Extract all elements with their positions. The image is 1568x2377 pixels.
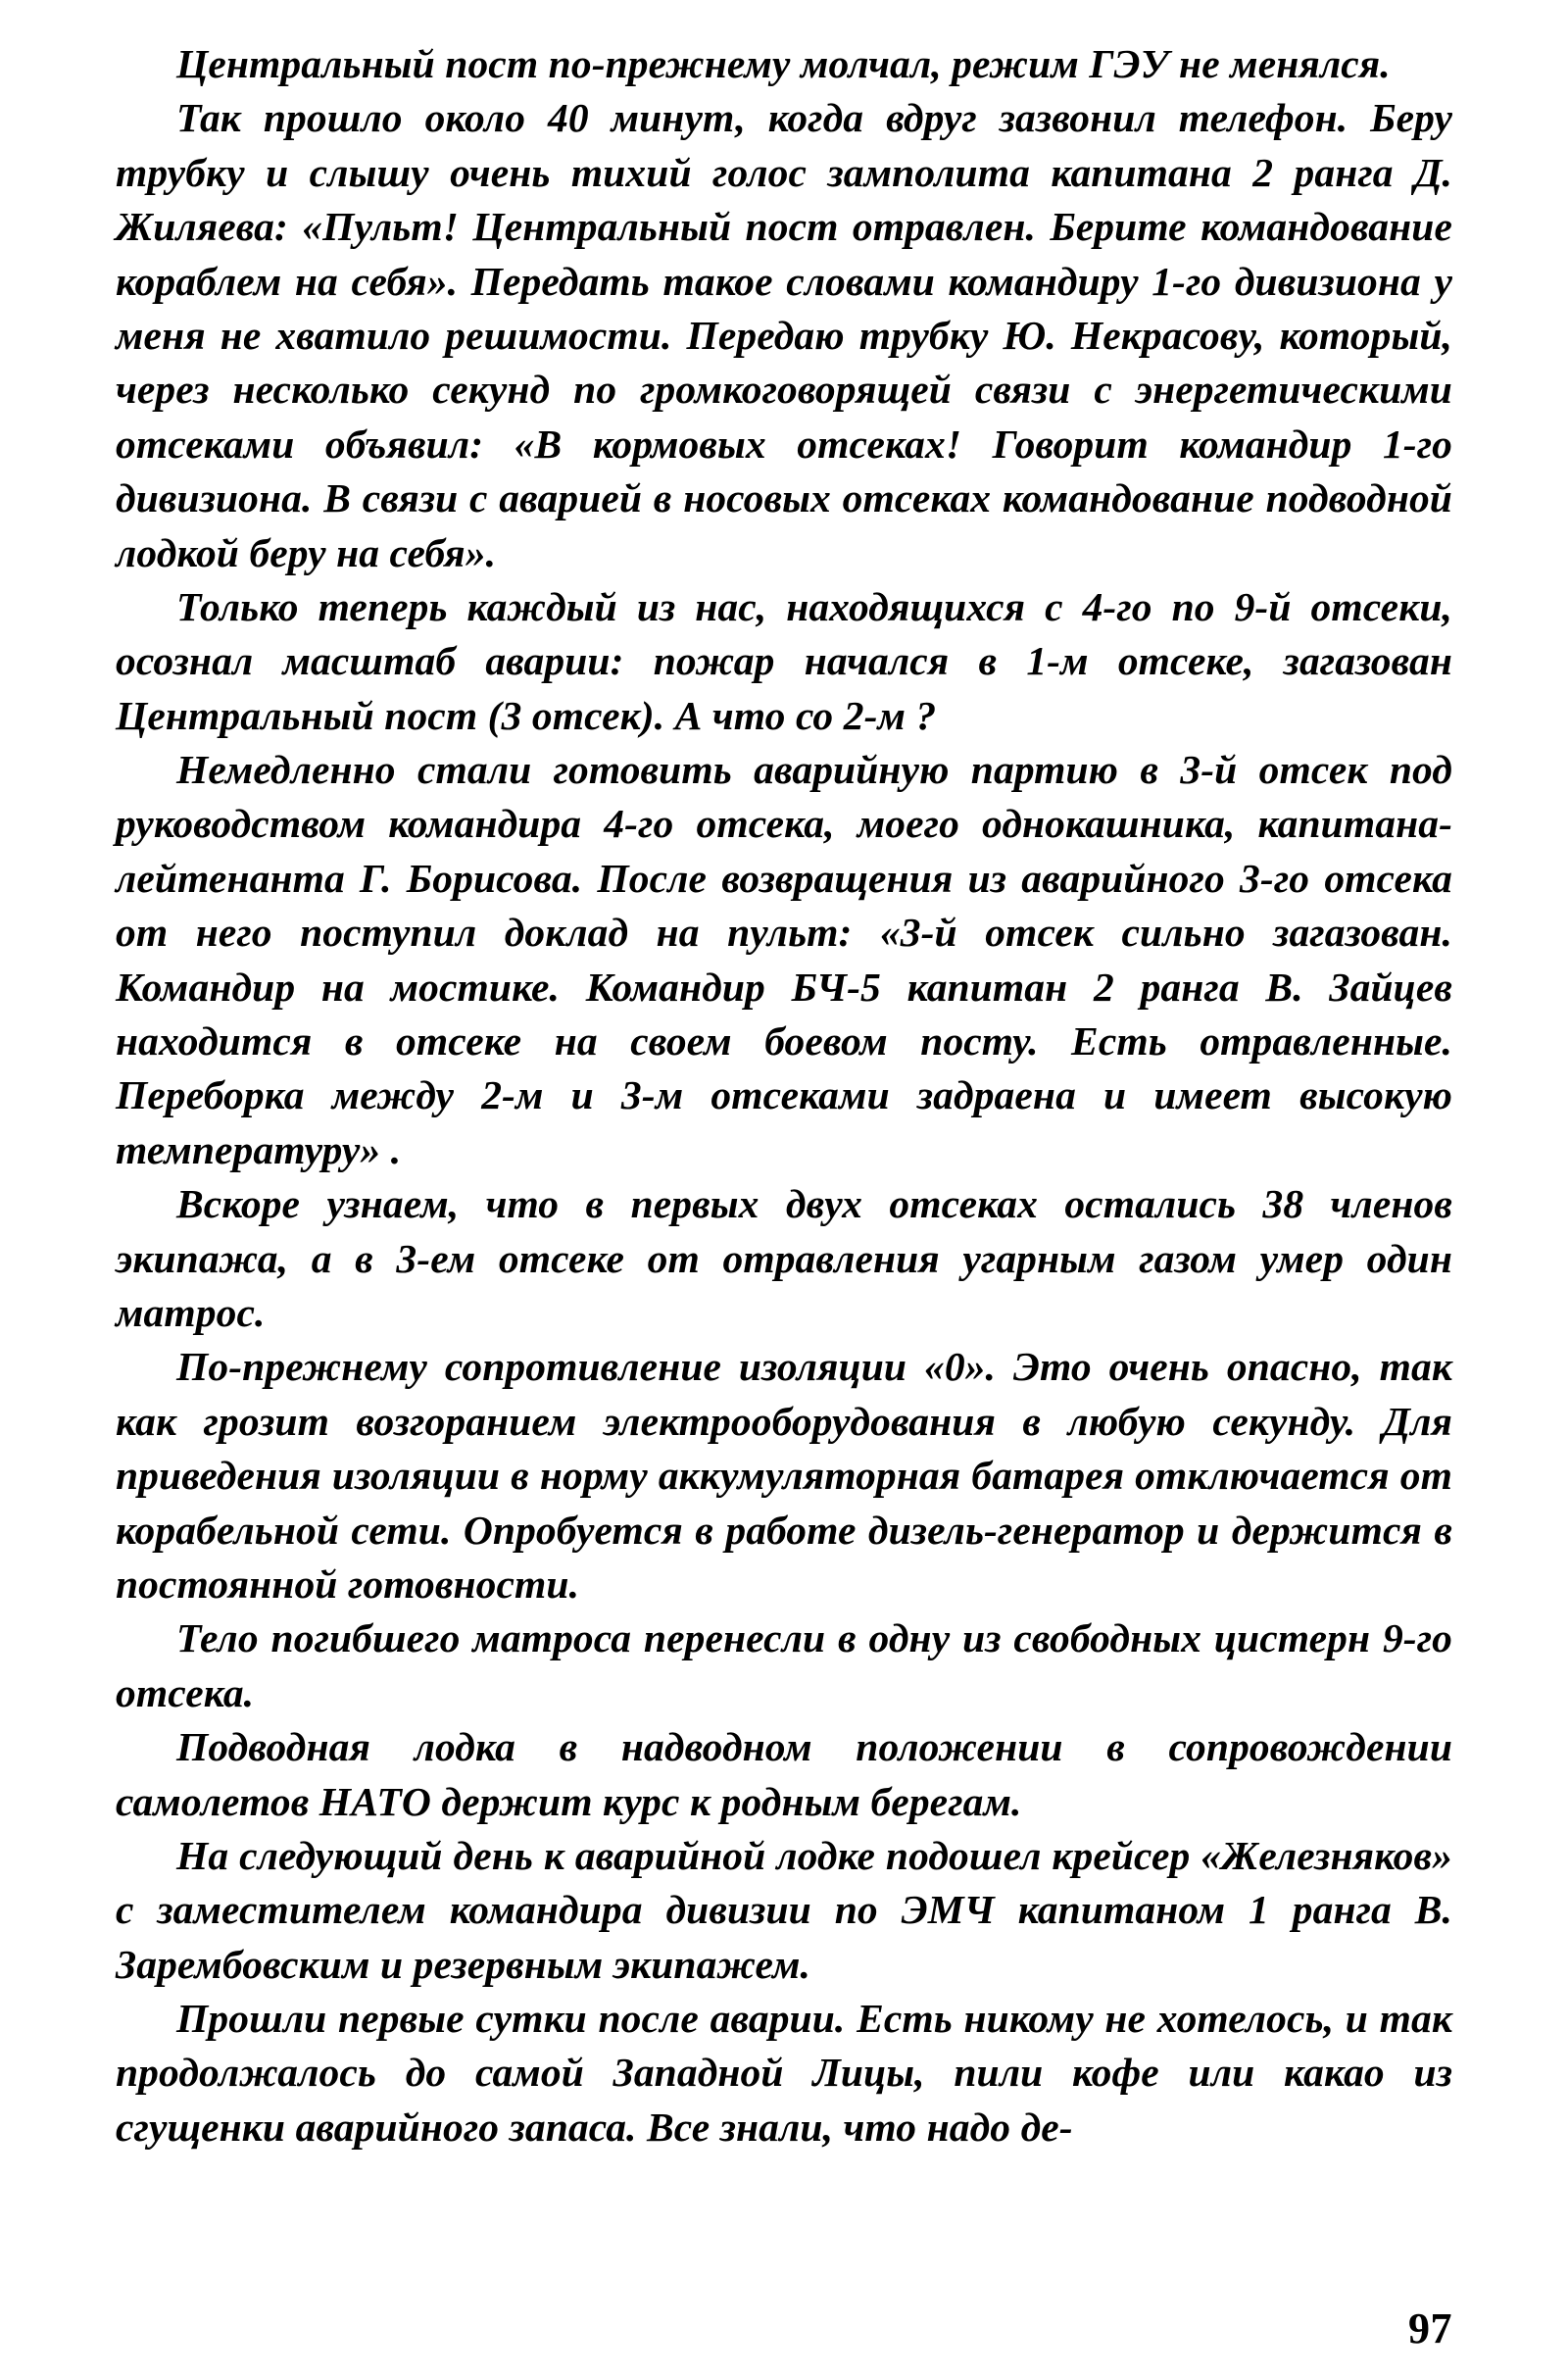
paragraph: Подводная лодка в надводном положении в сопровождении самолетов НАТО держит курс к родным берегам. <box>116 1724 1452 1824</box>
document-text-body <box>116 37 1452 2154</box>
paragraph: Только теперь каждый из нас, находящихся с 4-го по 9-й отсеки, осознал масштаб аварии: пожар начался в 1-м отсеке, загазован Центральный пост (3 отсек). А что со 2-м ? <box>116 583 1452 738</box>
paragraph: Центральный пост по-прежнему молчал, режим ГЭУ не менялся. <box>176 41 1391 86</box>
paragraph: Так прошло около 40 минут, когда вдруг зазвонил телефон. Беру трубку и слышу очень тихий голос замполита капитана 2 ранга Д. Жиляева: «Пульт! Центральный пост отравлен. Берите командование кораблем на себя». Передать такое словами командиру 1-го дивизиона у меня не хватило решимости. Передаю трубку Ю. Некрасову, который, через несколько секунд по громкоговорящей связи с энергетическими отсеками объявил: «В кормовых отсеках! Говорит командир 1-го дивизиона. В связи с аварией в носовых отсеках командование подводной лодкой беру на себя». <box>116 95 1452 575</box>
paragraph: По-прежнему сопротивление изоляции «0». Это очень опасно, так как грозит возгоранием электрооборудования в любую секунду. Для приведения изоляции в норму аккумуляторная батарея отключается от корабельной сети. Опробуется в работе дизель-генератор и держится в постоянной готовности. <box>116 1344 1452 1607</box>
paragraph: Тело погибшего матроса перенесли в одну из свободных цистерн 9-го отсека. <box>116 1615 1452 1715</box>
paragraph: Немедленно стали готовить аварийную партию в 3-й отсек под руководством командира 4-го отсека, моего однокашника, капитана-лейтенанта Г. Борисова. После возвращения из аварийного 3-го отсека от него поступил доклад на пульт: «3-й отсек сильно загазован. Командир на мостике. Командир БЧ-5 капитан 2 ранга В. Зайцев находится в отсеке на своем боевом посту. Есть отравленные. Переборка между 2-м и 3-м отсеками задраена и имеет высокую температуру» . <box>116 747 1452 1172</box>
paragraph: На следующий день к аварийной лодке подошел крейсер «Железняков» с заместителем командира дивизии по ЭМЧ капитаном 1 ранга В. Зарембовским и резервным экипажем. <box>116 1832 1452 1987</box>
paragraph: Вскоре узнаем, что в первых двух отсеках остались 38 членов экипажа, а в 3-ем отсеке от отравления угарным газом умер один матрос. <box>116 1181 1452 1335</box>
page-number: 97 <box>1408 2304 1452 2352</box>
paragraph: Прошли первые сутки после аварии. Есть никому не хотелось, и так продолжалось до самой Западной Лицы, пили кофе или какао из сгущенки аварийного запаса. Все знали, что надо де- <box>116 1996 1452 2150</box>
